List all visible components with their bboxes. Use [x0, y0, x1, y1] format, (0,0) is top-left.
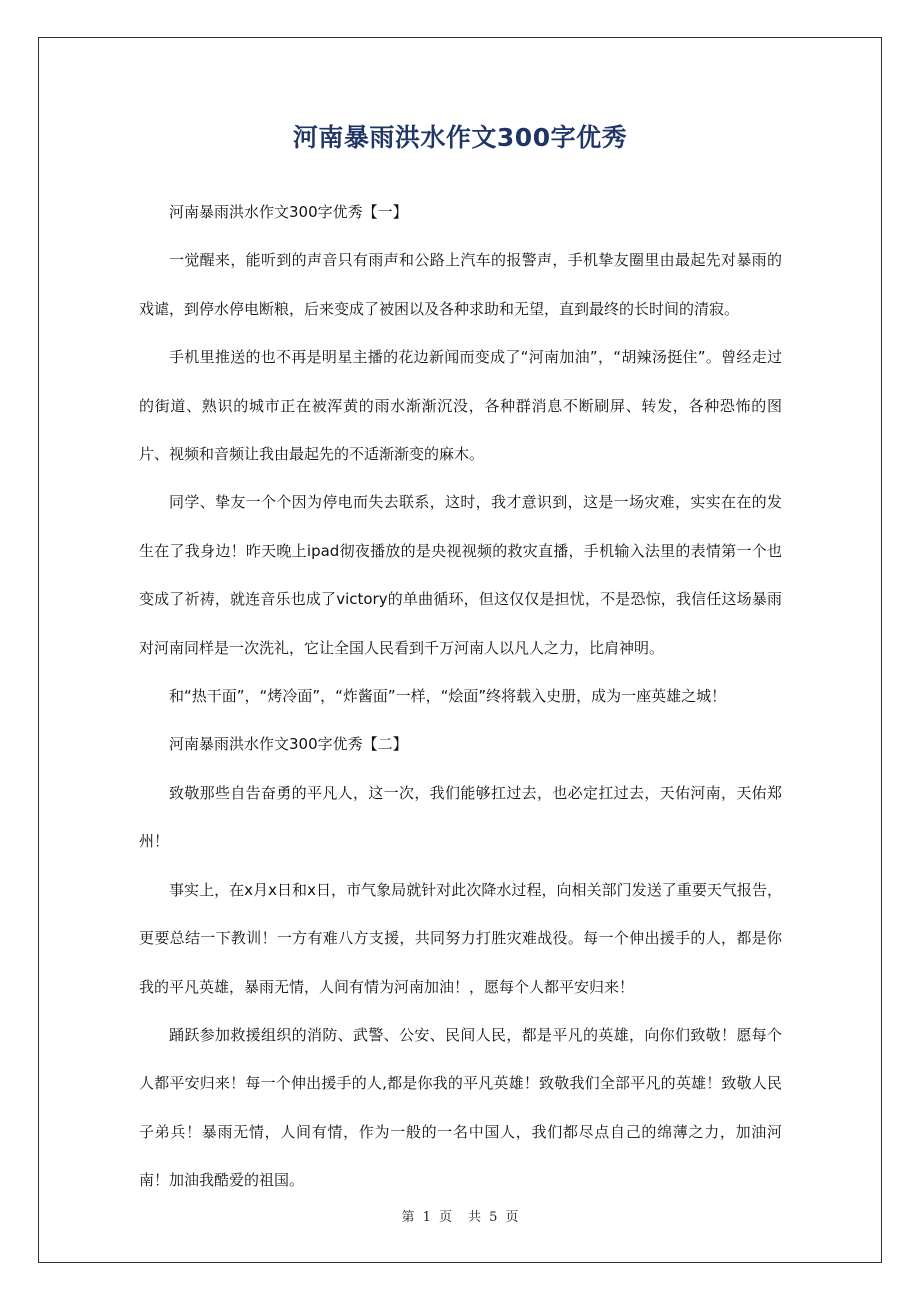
paragraph: 同学、挚友一个个因为停电而失去联系，这时，我才意识到，这是一场灾难，实实在在的发生在了我身边！昨天晚上ipad彻夜播放的是央视视频的救灾直播，手机输入法里的表情第一个也变成了祈祷，就连音乐也成了victory的单曲循环，但这仅仅是担忧，不是恐惊，我信任这场暴雨对河南同样是一次洗礼，它让全国人民看到千万河南人以凡人之力，比肩神明。	[139, 493, 782, 657]
paragraph: 手机里推送的也不再是明星主播的花边新闻而变成了“河南加油”，“胡辣汤挺住”。曾经走过的街道、熟识的城市正在被浑黄的雨水渐渐沉没，各种群消息不断刷屏、转发，各种恐怖的图片、视频和音频让我由最起先的不适渐渐变的麻木。	[139, 348, 782, 464]
page-footer	[0, 1206, 920, 1225]
page-total: 共 5 页	[468, 1210, 519, 1225]
paragraph: 和“热干面”，“烤冷面”，“炸酱面”一样，“烩面”终将载入史册，成为一座英雄之城！	[169, 687, 727, 706]
paragraph: 踊跃参加救援组织的消防、武警、公安、民间人民，都是平凡的英雄，向你们致敬！愿每个人都平安归来！每一个伸出援手的人,都是你我的平凡英雄！致敬我们全部平凡的英雄！致敬人民子弟兵！暴雨无情，人间有情，作为一般的一名中国人，我们都尽点自己的绵薄之力，加油河南！加油我酷爱的祖国。	[139, 1025, 782, 1190]
paragraph: 事实上，在x月x日和x日，市气象局就针对此次降水过程，向相关部门发送了重要天气报告，更要总结一下教训！一方有难八方支援，共同努力打胜灾难战役。每一个伸出援手的人，都是你我的平凡英雄，暴雨无情，人间有情为河南加油！，愿每个人都平安归来！	[139, 880, 782, 996]
section-heading-2: 河南暴雨洪水作文300字优秀【二】	[169, 735, 408, 754]
section-heading-1: 河南暴雨洪水作文300字优秀【一】	[169, 203, 408, 221]
paragraph: 一觉醒来，能听到的声音只有雨声和公路上汽车的报警声，手机挚友圈里由最起先对暴雨的戏谑，到停水停电断粮，后来变成了被困以及各种求助和无望，直到最终的长时间的清寂。	[139, 251, 782, 318]
paragraph: 致敬那些自告奋勇的平凡人，这一次，我们能够扛过去，也必定扛过去，天佑河南，天佑郑州！	[139, 783, 782, 851]
page-number: 第 1 页	[401, 1210, 452, 1225]
page-title: 河南暴雨洪水作文300字优秀	[292, 123, 628, 152]
document-body	[139, 188, 782, 1205]
